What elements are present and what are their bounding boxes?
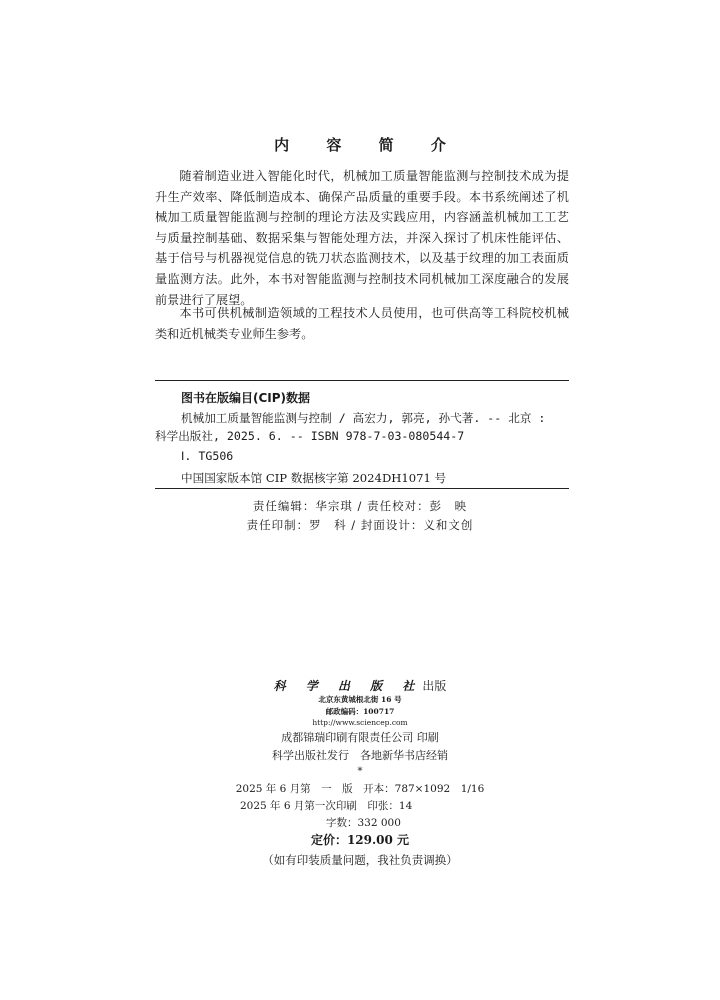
cip-catalog-line-1: 机械加工质量智能监测与控制 / 高宏力, 郭亮, 孙弋著. -- 北京 : bbox=[181, 411, 546, 425]
editor-credits: 责任编辑：华宗琪 / 责任校对：彭 映 bbox=[252, 499, 468, 513]
summary-paragraph-2: 本书可供机械制造领域的工程技术人员使用，也可供高等工科院校机械类和近机械类专业师生参考。 bbox=[155, 306, 569, 341]
publisher-url: http://www.sciencep.com bbox=[312, 718, 408, 727]
cip-bottom-divider bbox=[155, 488, 569, 489]
summary-paragraph-1: 随着制造业进入智能化时代，机械加工质量智能监测与控制技术成为提升生产效率、降低制造成本、确保产品质量的重要手段。本书系统阐述了机械加工质量智能监测与控制的理论方法及实践应用，内容涵盖机械加工工艺与质量控制基础、数据采集与智能处理方法，并深入探讨了机床性能评估、基于信号与机器视觉信息的铣刀状态监测技术，以及基于纹理的加工表面质量监测方法。此外，本书对智能监测与控制技术同机械加工深度融合的发展前景进行了展望。 bbox=[155, 169, 569, 307]
cip-classification: Ⅰ. TG506 bbox=[181, 449, 234, 463]
production-credits: 责任印制：罗 科 / 封面设计：义和文创 bbox=[246, 518, 474, 532]
cip-title: 图书在版编目(CIP)数据 bbox=[181, 391, 311, 405]
quality-notice: （如有印装质量问题，我社负责调换） bbox=[262, 853, 458, 867]
distribution-line: 科学出版社发行 各地新华书店经销 bbox=[272, 749, 448, 762]
printing-line: 2025 年 6 月第一次印刷 印张：14 bbox=[240, 800, 413, 812]
edition-line: 2025 年 6 月第 一 版 开本：787×1092 1/16 bbox=[235, 783, 485, 795]
cip-record-number: 中国国家版本馆 CIP 数据核字第 2024DH1071 号 bbox=[181, 471, 447, 485]
publisher-suffix: 出版 bbox=[422, 679, 447, 693]
summary-heading: 内 容 简 介 bbox=[274, 136, 462, 154]
cip-top-divider bbox=[155, 380, 569, 381]
publisher-address: 北京东黄城根北街 16 号 bbox=[318, 695, 402, 704]
publisher-name: 科 学 出 版 社 bbox=[273, 679, 423, 693]
cip-catalog-line-2: 科学出版社, 2025. 6. -- ISBN 978-7-03-080544-7 bbox=[155, 429, 465, 443]
printer-line: 成都锦瑞印刷有限责任公司 印刷 bbox=[281, 731, 439, 744]
separator-asterisk: * bbox=[357, 766, 363, 777]
publisher-postcode: 邮政编码：100717 bbox=[325, 707, 395, 716]
price: 定价：129.00 元 bbox=[310, 833, 410, 847]
word-count: 字数：332 000 bbox=[326, 817, 401, 829]
publisher-imprint bbox=[0, 675, 720, 694]
